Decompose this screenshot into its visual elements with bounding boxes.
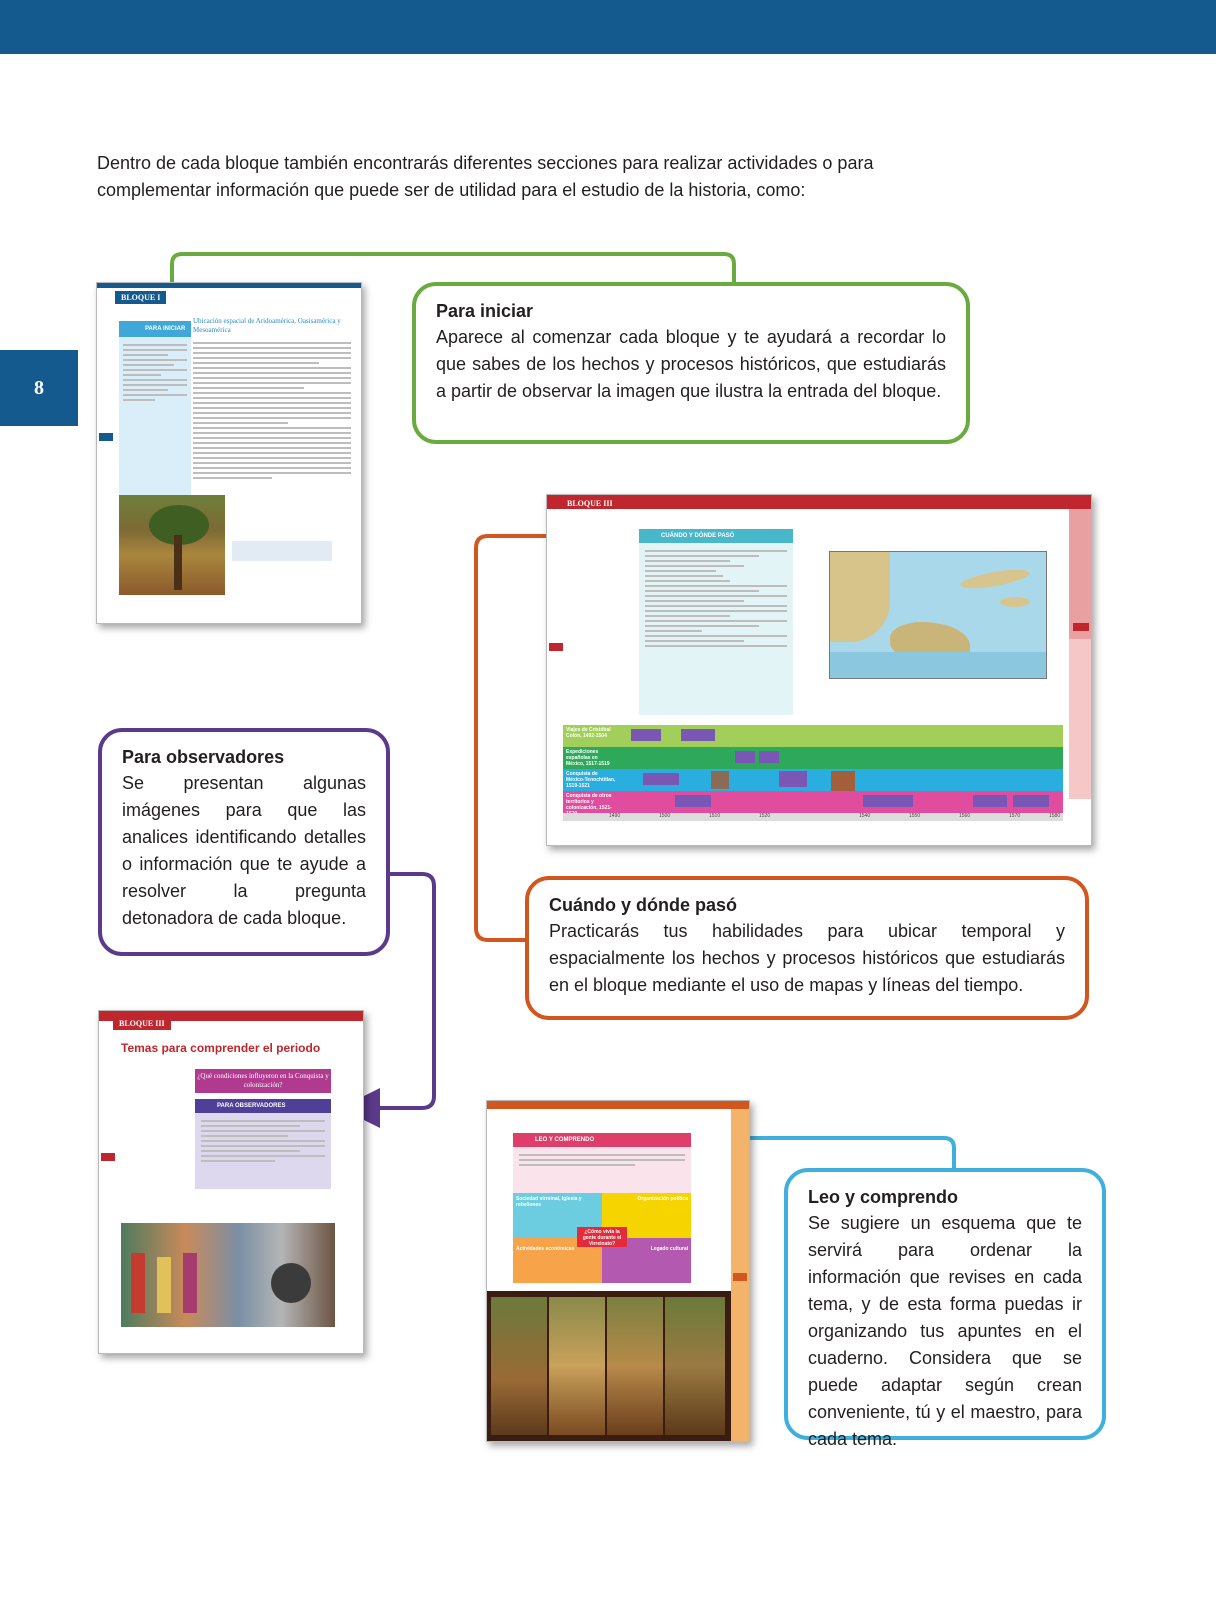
- scheme-diagram: [513, 1193, 691, 1283]
- callout-body: Se presentan algunas imágenes para que las analices identificando detalles o información que te ayude a resolver la pregunta detonadora de cada bloque.: [122, 773, 366, 928]
- scheme-center: ¿Cómo vivía la gente durante el Virreinato?: [577, 1227, 627, 1247]
- callout-cuando-donde: [525, 876, 1089, 1020]
- cuando-donde-box: [639, 529, 793, 715]
- timeline-year: 1500: [659, 813, 671, 819]
- thumbnail-leo-comprendo: [486, 1100, 750, 1442]
- callout-body: Aparece al comenzar cada bloque y te ayudará a recordar lo que sabes de los hechos y procesos históricos, que estudiarás a partir de observar la imagen que ilustra la entrada del bloque.: [436, 327, 946, 401]
- timeline-row-2: [563, 747, 1063, 769]
- thumbnail-bloque-3-temas: [98, 1010, 364, 1354]
- top-banner: [0, 0, 1216, 54]
- timeline-year: 1540: [859, 813, 871, 819]
- timeline-row-3: [563, 769, 1063, 791]
- map-image: [829, 551, 1047, 679]
- callout-body: Practicarás tus habilidades para ubicar temporal y espacialmente los hechos y procesos históricos que estudiarás en el bloque mediante el uso de mapas y líneas del tiempo.: [549, 921, 1065, 995]
- timeline-year: 1570: [1009, 813, 1021, 819]
- thumb-heading: Ubicación espacial de Aridoamérica, Oasisamérica y Mesoamérica: [193, 317, 341, 334]
- para-iniciar-header: [119, 321, 191, 337]
- intro-line-2: complementar información que puede ser de utilidad para el estudio de la historia, como:: [97, 180, 806, 200]
- timeline: [563, 725, 1063, 821]
- para-observadores-label: PARA OBSERVADORES: [217, 1103, 286, 1109]
- folding-screen-painting: [487, 1291, 731, 1441]
- leo-comprendo-header: [513, 1133, 691, 1147]
- timeline-year: 1550: [909, 813, 921, 819]
- cuando-donde-header: [639, 529, 793, 543]
- para-observadores-box: [195, 1099, 331, 1189]
- scheme-cell: Actividades económicas: [513, 1238, 602, 1283]
- callout-title: Leo y comprendo: [808, 1187, 959, 1207]
- para-iniciar-label: PARA INICIAR: [145, 326, 186, 332]
- thumb-note-box: [232, 541, 332, 561]
- intro-line-1: Dentro de cada bloque también encontrarás diferentes secciones para realizar actividades o para: [97, 153, 874, 173]
- scheme-cell: Sociedad virreinal, Iglesia y rebeliones: [513, 1193, 602, 1238]
- leo-comprendo-label: LEO Y COMPRENDO: [535, 1137, 595, 1143]
- timeline-year: 1580: [1049, 813, 1061, 819]
- cuando-donde-label: CUÁNDO Y DÓNDE PASÓ: [661, 533, 735, 539]
- callout-leo-comprendo: [784, 1168, 1106, 1449]
- para-observadores-header: [195, 1099, 331, 1113]
- bloque-tag: BLOQUE III: [113, 1017, 171, 1030]
- timeline-year: 1510: [709, 813, 721, 819]
- timeline-row-label: Conquista de México-Tenochtitlan, 1519-1521: [566, 771, 616, 789]
- callout-title: Para iniciar: [436, 301, 534, 321]
- thumbnail-bloque-3-map: [546, 494, 1092, 846]
- timeline-row-label: Viajes de Cristóbal Colón, 1492-1504: [566, 727, 611, 739]
- temas-heading: Temas para comprender el periodo: [121, 1041, 321, 1055]
- intro-paragraph: [97, 150, 997, 204]
- callout-title: Cuándo y dónde pasó: [549, 895, 738, 915]
- scheme-cell: Organización política: [602, 1193, 691, 1238]
- callout-para-observadores: [98, 728, 390, 956]
- bloque-tag: BLOQUE I: [115, 291, 166, 304]
- conquest-painting: [121, 1223, 335, 1327]
- timeline-year: 1560: [959, 813, 971, 819]
- bloque-tag: BLOQUE III: [567, 499, 613, 508]
- page-number: 8: [34, 376, 44, 399]
- callout-body: Se sugiere un esquema que te servirá para ordenar la información que revises en cada tema, y de esta forma puedas ir organizando tus apuntes en el cuaderno. Considera que se puede adaptar según crean conveniente, tú y el maestro, para cada tema.: [808, 1213, 1082, 1449]
- timeline-row-label: Expediciones españolas en México, 1517-1519: [566, 749, 610, 767]
- thumb-text-block: [193, 339, 351, 482]
- scheme-cell: Legado cultural: [602, 1238, 691, 1283]
- timeline-row-label: Conquista de otros territorios y colonización, 1521-: [566, 793, 612, 811]
- timeline-year: 1490: [609, 813, 621, 819]
- question-box: ¿Qué condiciones influyeron en la Conquista y colonización?: [195, 1069, 331, 1093]
- callout-para-iniciar: [412, 282, 970, 444]
- callout-title: Para observadores: [122, 747, 285, 767]
- page-number-tab: [0, 350, 78, 426]
- tree-illustration: [119, 495, 225, 595]
- timeline-year: 1520: [759, 813, 771, 819]
- leo-comprendo-box: [513, 1133, 691, 1193]
- thumbnail-bloque-1: [96, 282, 362, 624]
